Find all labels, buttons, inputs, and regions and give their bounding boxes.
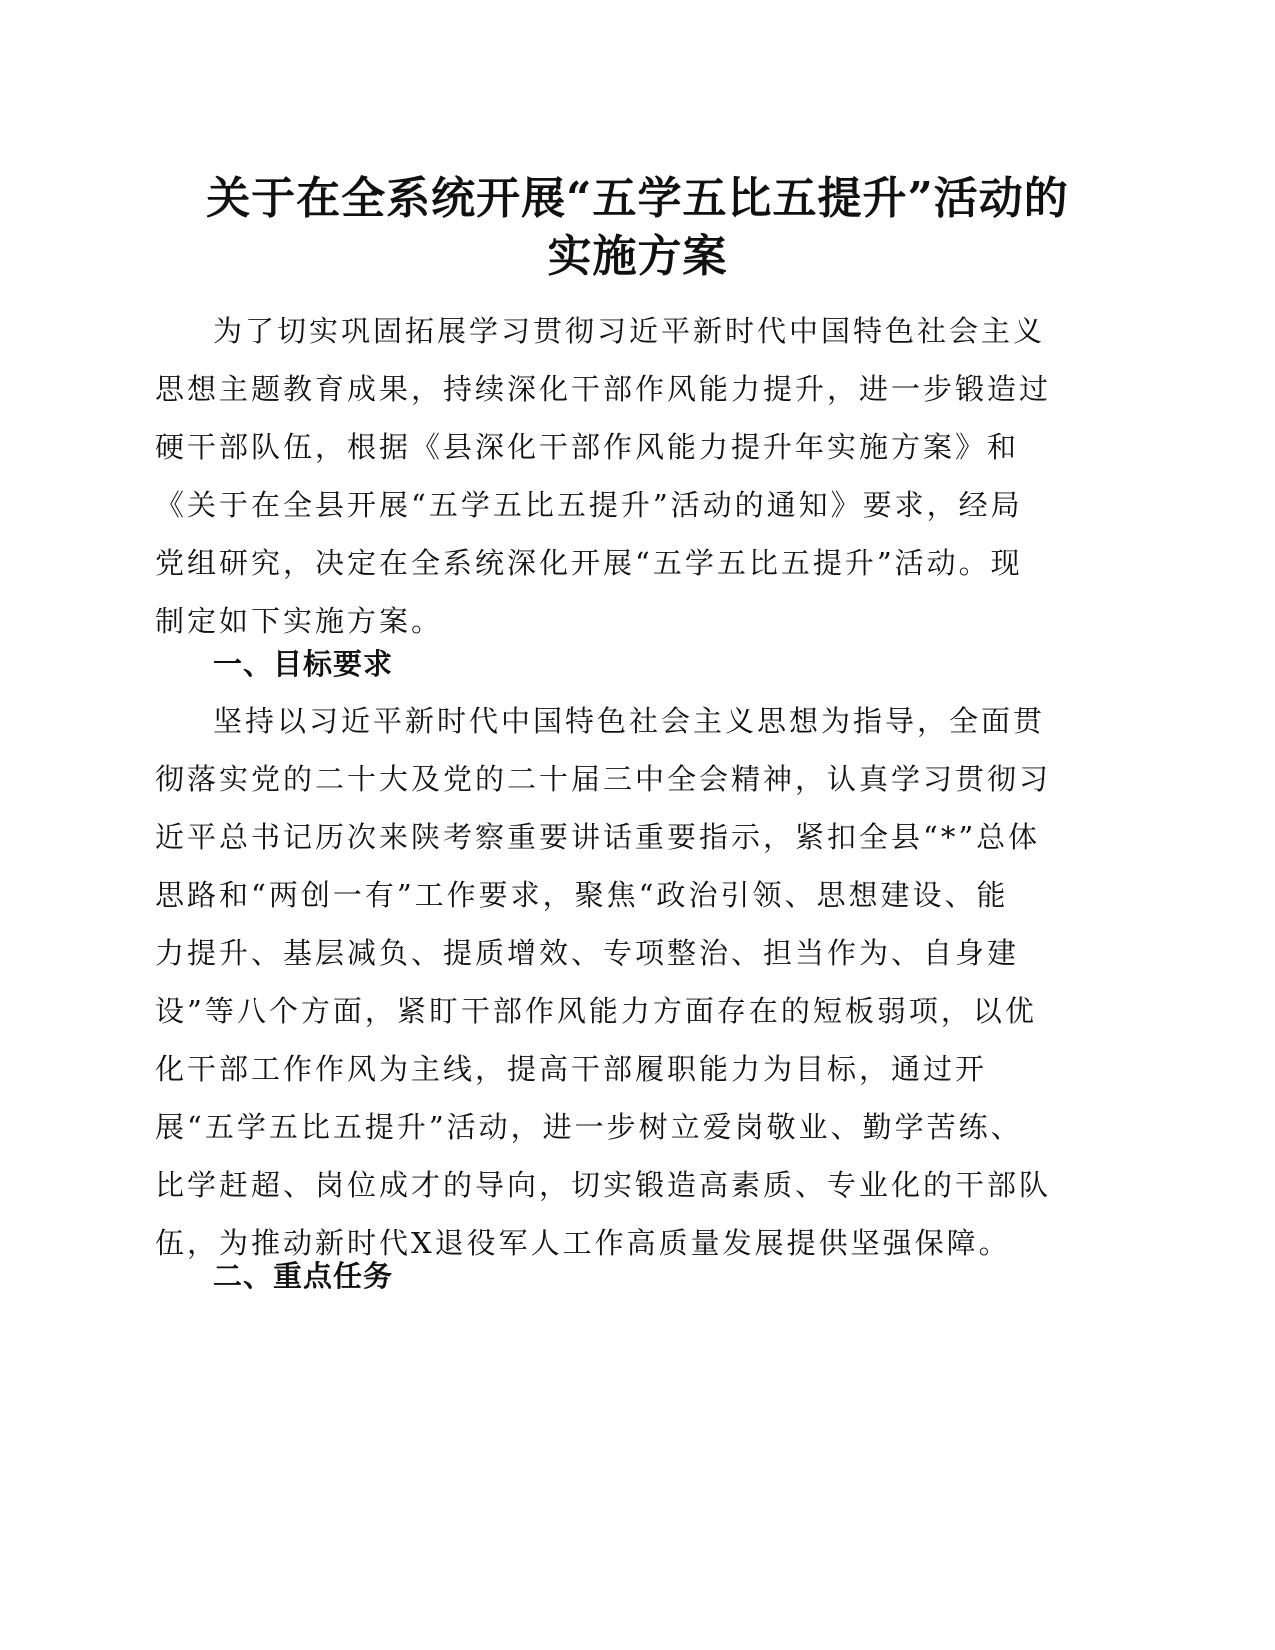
- title-line-2: 实施方案: [547, 231, 728, 282]
- title-line-1: 关于在全系统开展“五学五比五提升”活动的: [206, 173, 1069, 224]
- paragraph-line: 展“五学五比五提升”活动，进一步树立爱岗敬业、勤学苦练、: [155, 1110, 1023, 1144]
- paragraph-line: 思路和“两创一有”工作要求，聚焦“政治引领、思想建设、能: [155, 878, 1009, 912]
- document-title: [140, 170, 1135, 286]
- section-heading-tasks: 二、重点任务: [213, 1259, 394, 1293]
- goals-paragraph: [155, 692, 1075, 1272]
- intro-paragraph: [155, 302, 1075, 650]
- paragraph-line: 化干部工作作风为主线，提高干部履职能力为目标，通过开: [155, 1052, 988, 1086]
- paragraph-line: 党组研究，决定在全系统深化开展“五学五比五提升”活动。现: [155, 546, 1023, 580]
- paragraph-line: 思想主题教育成果，持续深化干部作风能力提升，进一步锻造过: [155, 372, 1052, 406]
- paragraph-line: 坚持以习近平新时代中国特色社会主义思想为指导，全面贯: [213, 704, 1046, 738]
- paragraph-line: 为了切实巩固拓展学习贯彻习近平新时代中国特色社会主义: [213, 314, 1046, 348]
- paragraph-line: 彻落实党的二十大及党的二十届三中全会精神，认真学习贯彻习: [155, 762, 1052, 796]
- paragraph-line: 设”等八个方面，紧盯干部作风能力方面存在的短板弱项，以优: [155, 994, 1037, 1028]
- paragraph-line: 比学赶超、岗位成才的导向，切实锻造高素质、专业化的干部队: [155, 1168, 1052, 1202]
- paragraph-line: 力提升、基层减负、提质增效、专项整治、担当作为、自身建: [155, 936, 1020, 970]
- paragraph-line: 硬干部队伍，根据《县深化干部作风能力提升年实施方案》和: [155, 430, 1020, 464]
- paragraph-line: 《关于在全县开展“五学五比五提升”活动的通知》要求，经局: [155, 488, 1023, 522]
- paragraph-line: 近平总书记历次来陕考察重要讲话重要指示，紧扣全县“*”总体: [155, 820, 1041, 854]
- section-heading-goals: 一、目标要求: [213, 647, 394, 681]
- paragraph-line: 伍，为推动新时代X退役军人工作高质量发展提供坚强保障。: [155, 1226, 1011, 1260]
- paragraph-line: 制定如下实施方案。: [155, 604, 444, 638]
